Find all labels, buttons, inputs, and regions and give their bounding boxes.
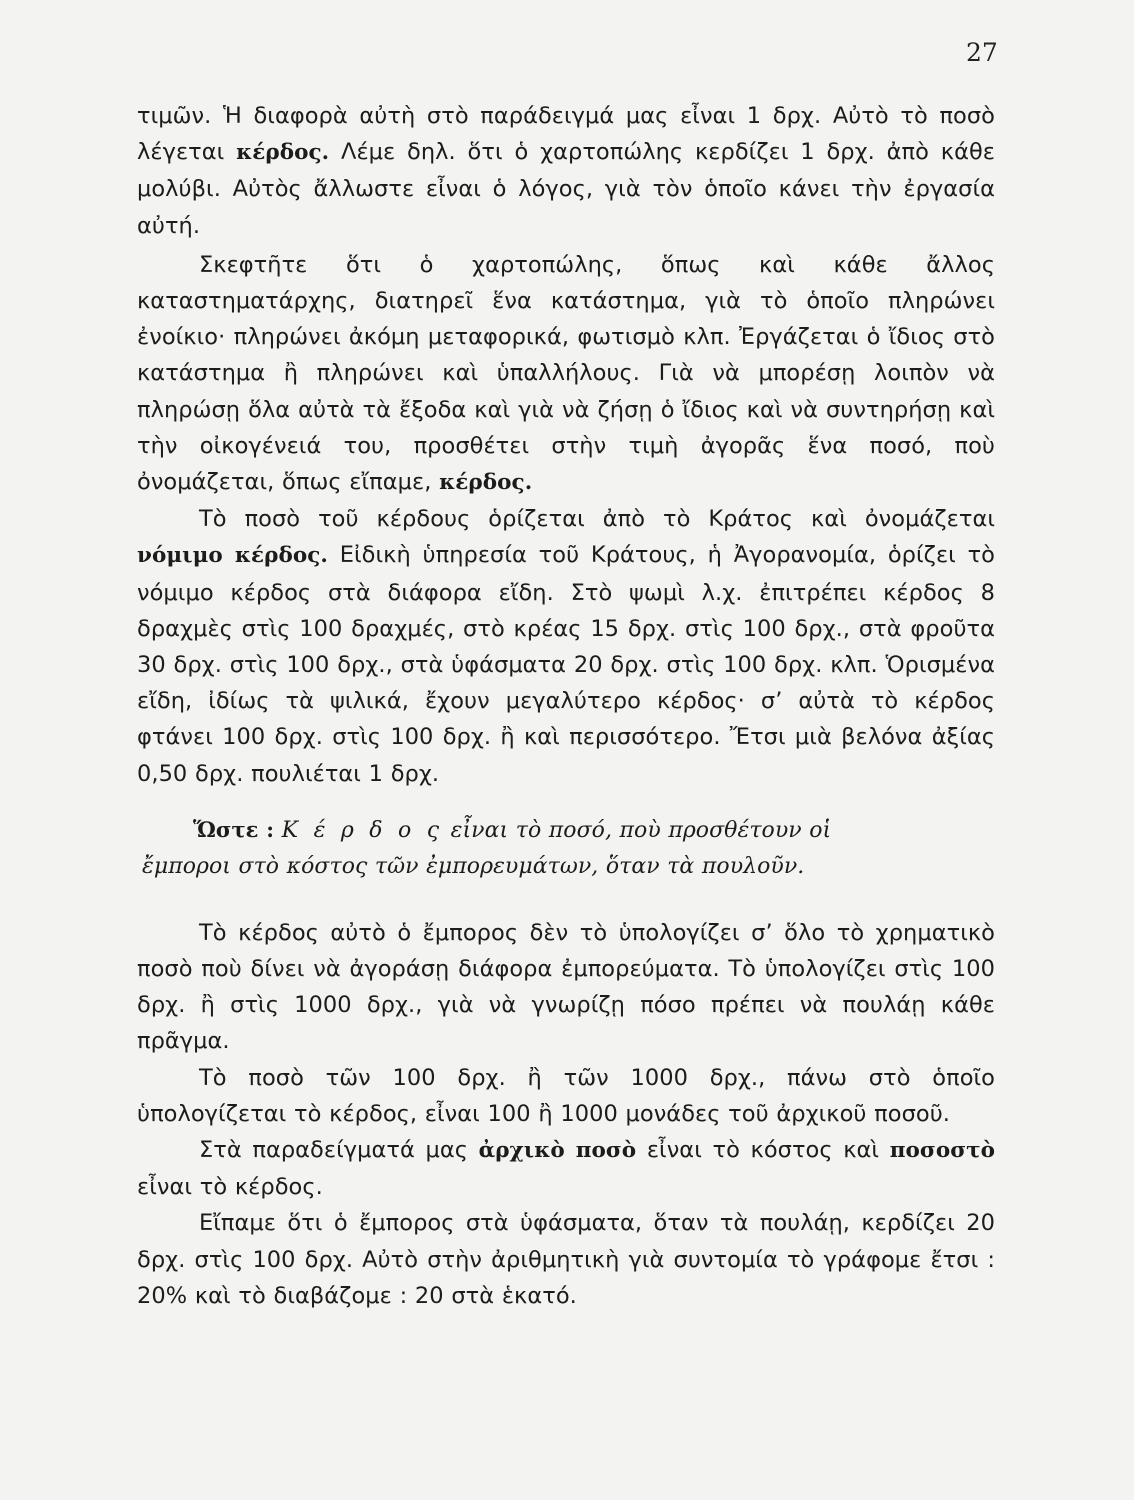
- definition-text: εἶναι τὸ ποσό, ποὺ προσθέτουν οἱ: [443, 817, 832, 843]
- paragraph-text: Λέμε δηλ. ὅτι ὁ χαρτοπώλης κερδίζει 1 δρχ. ἀπὸ κάθε μολύβι. Αὐτὸς ἄλλωστε εἶναι ὁ λόγος, γιὰ τὸν ὁποῖο κάνει τὴν ἐργασία αὐτή.: [137, 139, 995, 239]
- paragraph-text: Στὰ παραδείγματά μας: [199, 1137, 479, 1164]
- paragraph-text: τιμῶν. Ἡ διαφορὰ αὐτὴ στὸ παράδειγμά μας εἶναι 1 δρχ. Αὐτὸ τὸ ποσὸ λέγεται: [137, 103, 995, 166]
- bold-term: κέρδος.: [439, 470, 533, 496]
- paragraph-text: Σκεφτῆτε ὅτι ὁ χαρτοπώλης, ὅπως καὶ κάθε ἄλλος καταστηματάρχης, διατηρεῖ ἕνα κατάστημα, γιὰ τὸ ὁποῖο πληρώνει ἐνοίκιο· πληρώνει ἀκόμη μεταφορικά, φωτισμὸ κλπ. Ἐργάζεται ὁ ἴδιος στὸ κατάστημα ἢ πληρώνει καὶ ὑπαλλήλους. Γιὰ νὰ μπορέσῃ λοιπὸν νὰ πληρώσῃ ὅλα αὐτὰ τὰ ἔξοδα καὶ γιὰ νὰ ζήσῃ ὁ ἴδιος καὶ νὰ συντηρήσῃ καὶ τὴν οἰκογένειά του, προσθέτει στὴν τιμὴ ἀγορᾶς ἕνα ποσό, ποὺ ὀνομάζεται, ὅπως εἴπαμε,: [137, 251, 995, 496]
- definition-block: [137, 812, 995, 885]
- paragraph-1: [137, 98, 995, 244]
- definition-lead: Ὥστε :: [193, 816, 275, 842]
- paragraph-4: [137, 915, 995, 1060]
- paragraph-text: Τὸ ποσὸ τῶν 100 δρχ. ἢ τῶν 1000 δρχ., πάνω στὸ ὁποῖο ὑπολογίζεται τὸ κέρδος, εἶναι 100 ἢ 1000 μονάδες τοῦ ἀρχικοῦ ποσοῦ.: [137, 1064, 995, 1127]
- definition-text-line-2: ἔμποροι στὸ κόστος τῶν ἐμπορευμάτων, ὅταν τὰ πουλοῦν.: [142, 853, 805, 879]
- page-number: 27: [966, 38, 998, 67]
- definition-term: Κ έ ρ δ ο ς: [281, 817, 444, 843]
- paragraph-text: εἶναι τὸ κόστος καὶ: [636, 1137, 890, 1164]
- paragraph-7: [137, 1205, 995, 1314]
- paragraph-5: [137, 1060, 995, 1132]
- paragraph-text: εἶναι τὸ κέρδος.: [137, 1174, 323, 1201]
- paragraph-text: Εἴπαμε ὅτι ὁ ἔμπορος στὰ ὑφάσματα, ὅταν τὰ πουλάῃ, κερδίζει 20 δρχ. στὶς 100 δρχ. Αὐτὸ στὴν ἀριθμητικὴ γιὰ συντομία τὸ γράφομε ἔτσι : 20% καὶ τὸ διαβάζομε : 20 στὰ ἑκατό.: [137, 1210, 995, 1309]
- paragraph-6: [137, 1132, 995, 1205]
- bold-term: νόμιμο κέρδος.: [137, 543, 328, 569]
- bold-term: ἀρχικὸ ποσὸ: [478, 1138, 637, 1164]
- paragraph-text: Τὸ ποσὸ τοῦ κέρδους ὁρίζεται ἀπὸ τὸ Κράτος καὶ ὀνομάζεται: [199, 506, 995, 533]
- paragraph-text: Τὸ κέρδος αὐτὸ ὁ ἔμπορος δὲν τὸ ὑπολογίζει σ’ ὅλο τὸ χρηματικὸ ποσὸ ποὺ δίνει νὰ ἀγοράσῃ διάφορα ἐμπορεύματα. Τὸ ὑπολογίζει στὶς 100 δρχ. ἢ στὶς 1000 δρχ., γιὰ νὰ γνωρίζῃ πόσο πρέπει νὰ πουλάῃ κάθε πρᾶγμα.: [137, 919, 995, 1055]
- bold-term: ποσοστὸ: [889, 1138, 996, 1164]
- page-body: [137, 98, 995, 1314]
- bold-term: κέρδος.: [236, 140, 330, 166]
- paragraph-2: [137, 247, 995, 501]
- paragraph-3: [137, 501, 995, 792]
- paragraph-text: Εἰδικὴ ὑπηρεσία τοῦ Κράτους, ἡ Ἀγορανομία, ὁρίζει τὸ νόμιμο κέρδος στὰ διάφορα εἴδη. Στὸ ψωμὶ λ.χ. ἐπιτρέπει κέρδος 8 δραχμὲς στὶς 100 δραχμές, στὸ κρέας 15 δρχ. στὶς 100 δρχ., στὰ φροῦτα 30 δρχ. στὶς 100 δρχ., στὰ ὑφάσματα 20 δρχ. στὶς 100 δρχ. κλπ. Ὁρισμένα εἴδη, ἰδίως τὰ ψιλικά, ἔχουν μεγαλύτερο κέρδος· σ’ αὐτὰ τὸ κέρδος φτάνει 100 δρχ. στὶς 100 δρχ. ἢ καὶ περισσότερο. Ἔτσι μιὰ βελόνα ἀξίας 0,50 δρχ. πουλιέται 1 δρχ.: [137, 542, 995, 787]
